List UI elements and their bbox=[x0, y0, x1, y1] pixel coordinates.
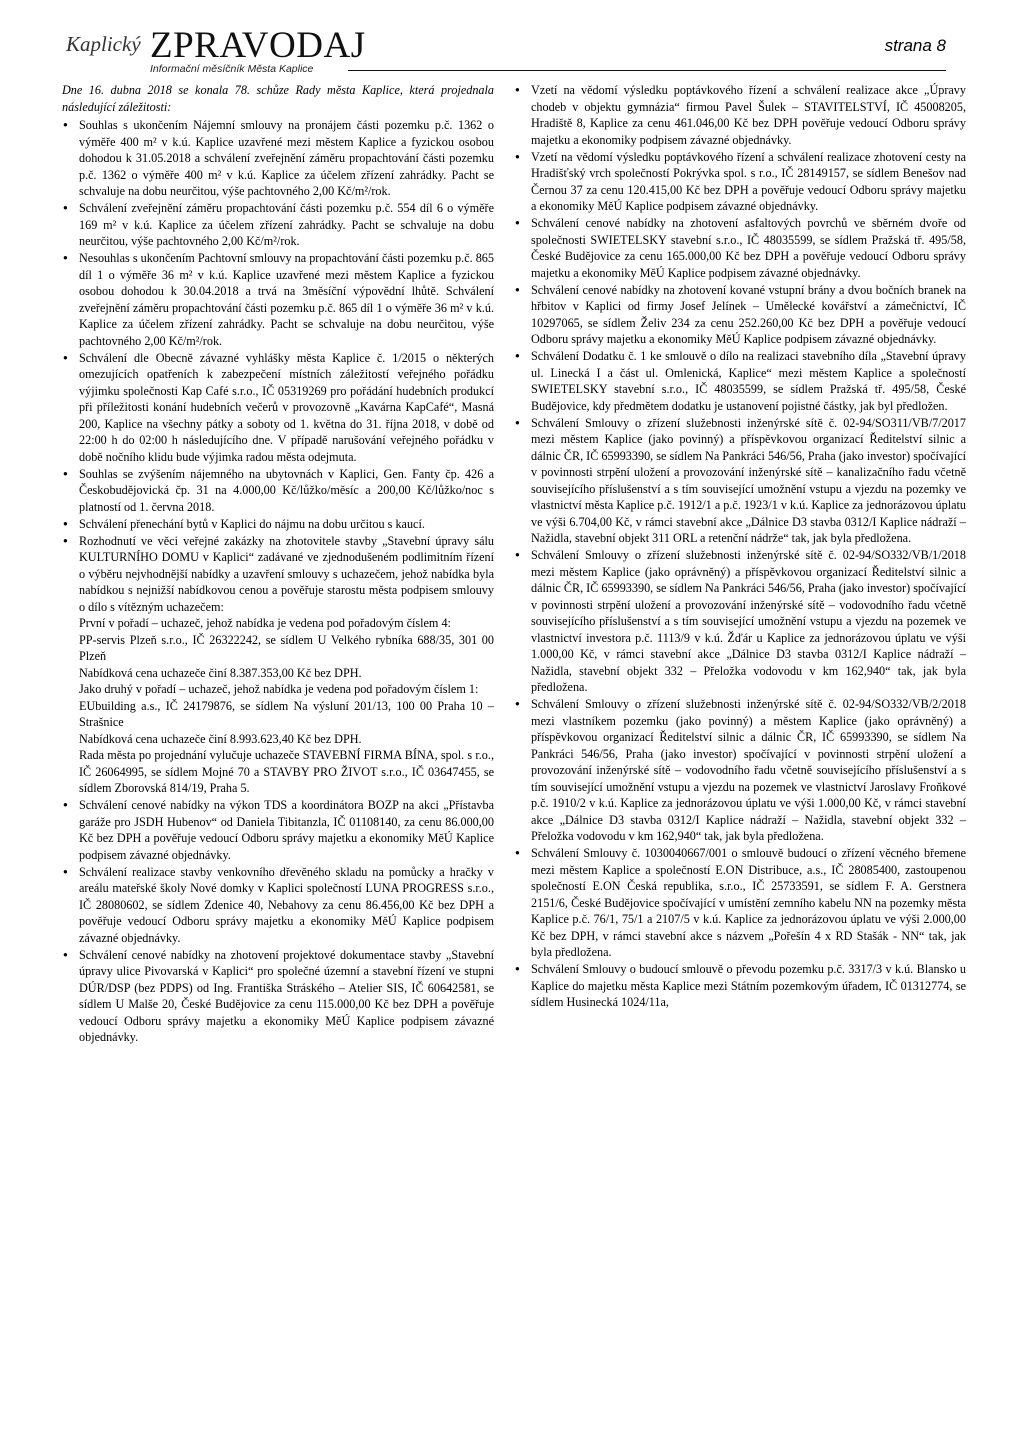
resolution-text: ● Rozhodnutí ve věci veřejné zakázky na zhotovitele stavby „Stavební úpravy sálu KULTURNÍHO DOMU v Kaplici“ zadávané ve zjednodušeném podlimitním řízení o výběru nejvhodnější nabídky a uzavření smlouvy s uchazečem, jehož nabídka byla nabídkou s nejnižší nabídkovou cenou a pověřuje starostu města podpisem smlouvy o dílo s vítězným uchazečem: bbox=[79, 533, 494, 614]
resolution-item: ● Schválení Smlouvy o zřízení služebnosti inženýrské sítě č. 02-94/SO332/VB/1/2018 mezi městem Kaplice (jako oprávněný) a příspěvkovou organizací Ředitelství silnic a dálnic ČR, IČ 65993390, se sídlem Na Pankráci 546/56, Praha (jako investor) spočívající v povinnosti strpění uložení a provozování inženýrské sítě – vodovodního řadu včetně souvisejícího příslušenství a s tím související umožnění vstupu a vjezdu na pozemek ve vlastnictví investora p.č. 1113/9 v k.ú. Žďár u Kaplice za jednorázovou úplatu ve výši 1.000,00 Kč, v rámci stavební akce „Dálnice D3 stavba 0312/I Kaplice nádraží – Nažidla, stavební objekt 332 – Přeložka vodovodu v km 162,940“ tak, jak byla předložena. bbox=[514, 547, 966, 696]
resolution-item: ● Vzetí na vědomí výsledku poptávkového řízení a schválení realizace akce „Úpravy chodeb v objektu gymnázia“ firmou Pavel Šulek – STAVITELSTVÍ, IČ 45008205, Hradiště 8, Kaplice za cenu 461.046,00 Kč bez DPH pověřuje vedoucí Odboru správy majetku a ekonomiky podpisem závazné objednávky. bbox=[514, 82, 966, 148]
resolution-item bbox=[62, 797, 494, 863]
resolution-text: ● Schválení zveřejnění záměru propachtování části pozemku p.č. 554 díl 6 o výměře 169 m² v k.ú. Kaplice za účelem zřízení zahrádky. Pacht se schvaluje na dobu neurčitou, výše pachtovného 2,00 Kč/m²/rok. bbox=[79, 201, 494, 248]
masthead bbox=[66, 24, 946, 80]
left-column bbox=[62, 82, 494, 1046]
resolution-item bbox=[62, 864, 494, 947]
resolution-text: ● Schválení realizace stavby venkovního dřevěného skladu na pomůcky a hračky v areálu mateřské školy Nové domky v Kaplici společností LUNA PROGRESS s.r.o., IČ 28080602, se sídlem Zdenice 40, Nebahovy za cenu 86.456,00 Kč bez DPH a pověřuje vedoucí Odboru správy majetku a ekonomiky MěÚ Kaplice podpisem závazné objednávky. bbox=[79, 864, 494, 945]
resolution-item: ● Schválení Smlouvy č. 1030040667/001 o smlouvě budoucí o zřízení věcného břemene mezi městem Kaplice a společností E.ON Distribuce, a.s., IČ 28085400, zastoupenou společností E.ON Česká republika, s.r.o., IČ 25733591, se sídlem F. A. Gerstnera 2151/6, České Budějovice spočívající v umístění zemního kabelu NN na pozemky města Kaplice p.č. 76/1, 75/1 a 2107/5 v k.ú. Kaplice za jednorázovou úplatu ve výši 2.000,00 Kč bez DPH, v rámci stavební akce s názvem „Pořešín 4 x RD Stašák - NN“ tak, jak byla předložena. bbox=[514, 845, 966, 961]
right-column bbox=[514, 82, 966, 1011]
resolution-text: ● Nesouhlas s ukončením Pachtovní smlouvy na propachtování části pozemku p.č. 865 díl 1 o výměře 36 m² v k.ú. Kaplice uzavřené mezi městem Kaplice a fyzickou osobou dohodou k 30.04.2018 a trvá na 3měsíční výpovědní lhůtě. Schválení zveřejnění záměru propachtování části pozemku p.č. 865 díl 1 o výměře 36 m² v k.ú. Kaplice za účelem zřízení zahrádky. Pacht se schvaluje na dobu neurčitou, výše pachtovného 2,00 Kč/m²/rok. bbox=[79, 251, 494, 348]
resolution-text: Nabídková cena uchazeče činí 8.993.623,40 Kč bez DPH. bbox=[79, 731, 362, 746]
resolution-text: Nabídková cena uchazeče činí 8.387.353,00 Kč bez DPH. bbox=[79, 665, 362, 680]
page-number: strana 8 bbox=[884, 36, 946, 55]
resolution-text: ● Schválení dle Obecně závazné vyhlášky města Kaplice č. 1/2015 o některých omezujících opatřeních k zabezpečení místních záležitostí veřejného pořádku výjimku společnosti Kap Café s.r.o., IČ 05319269 pro pořádání hudebních produkcí při příležitosti konání hudebních večerů v provozovně „Kavárna KapCafé“, Masná 200, Kaplice na všechny pátky a soboty od 1. května do 31. října 2018, v době od 22:00 h do 02:00 h následujícího dne. V případě narušování veřejného pořádku v době nočního klidu bude výjimka radou města odejmuta. bbox=[79, 350, 494, 464]
resolution-item bbox=[62, 200, 494, 250]
resolution-text: Rada města po projednání vylučuje uchazeče STAVEBNÍ FIRMA BÍNA, spol. s r.o., IČ 26064995, se sídlem Mojné 70 a STAVBY PRO ŽIVOT s.r.o., IČ 03647455, se sídlem Zborovská 814/19, Praha 5. bbox=[79, 748, 494, 795]
resolution-item bbox=[62, 466, 494, 516]
resolution-item: ● Schválení cenové nabídky na zhotovení kované vstupní brány a dvou bočních branek na hřbitov v Kaplici od firmy Josef Jelínek – Umělecké kovářství a zámečnictví, IČ 10297065, se sídlem Želiv 234 za cenu 252.260,00 Kč bez DPH a pověřuje vedoucí Odboru správy majetku a ekonomiky MěÚ Kaplice podpisem závazné objednávky. bbox=[514, 282, 966, 348]
resolution-text: Jako druhý v pořadí – uchazeč, jehož nabídka je vedena pod pořadovým číslem 1: bbox=[79, 682, 479, 696]
resolution-text: ● Schválení cenové nabídky na zhotovení projektové dokumentace stavby „Stavební úpravy ulice Pivovarská v Kaplici“ pro společné územní a stavební řízení ve stupni DÚR/DSP (bez PDPS) od Ing. Františka Stráského – Atelier SIS, IČ 60642581, se sídlem U Malše 20, České Budějovice za cenu 115.000,00 Kč bez DPH a pověřuje vedoucí Odboru správy majetku a ekonomiky MěÚ Kaplice podpisem závazné objednávky. bbox=[79, 947, 494, 1044]
resolution-item: ● Schválení Dodatku č. 1 ke smlouvě o dílo na realizaci stavebního díla „Stavební úpravy ul. Linecká I a část ul. Omlenická, Kaplice“ mezi městem Kaplice a společností SWIETELSKY stavební s.r.o., IČ 48035599, se sídlem Pražská tř. 495/58, České Budějovice, kdy předmětem dodatku je ustanovení pojistné částky, jak byl předložen. bbox=[514, 348, 966, 414]
masthead-title: ZPRAVODAJ bbox=[150, 25, 366, 66]
resolution-item: ● Vzetí na vědomí výsledku poptávkového řízení a schválení realizace zhotovení cesty na Hradišťský vrch společností Pokrývka spol. s r.o., IČ 28149157, se sídlem Benešov nad Černou 37 za cenu 120.415,00 Kč bez DPH a pověřuje vedoucí Odboru správy majetku a ekonomiky MěÚ Kaplice podpisem závazné objednávky. bbox=[514, 149, 966, 215]
resolution-item: ● Schválení Smlouvy o zřízení služebnosti inženýrské sítě č. 02-94/SO332/VB/2/2018 mezi vlastníkem pozemku (jako povinný) a městem Kaplice (jako oprávněný) a příspěvkovou organizací Ředitelství silnic a dálnic ČR, IČ 65993390, se sídlem Na Pankráci 546/56, Praha (jako investor) spočívající v povinnosti strpění uložení a provozování inženýrské sítě – vodovodního řadu včetně souvisejícího příslušenství a s tím související umožnění vstupu a vjezdu na pozemek ve vlastnictví Jaroslavy Froňkové p.č. 1910/2 v k.ú. Kaplice za jednorázovou úplatu ve výši 1.000,00 Kč, v rámci stavební akce „Dálnice D3 stavba 0312/I Kaplice nádraží – Nažidla, stavební objekt 332 – Přeložka vodovodu v km 162,940“ tak, jak byla předložena. bbox=[514, 696, 966, 845]
resolution-item: ● Schválení Smlouvy o budoucí smlouvě o převodu pozemku p.č. 3317/3 v k.ú. Blansko u Kaplice do majetku města Kaplice mezi Státním pozemkovým úřadem, IČ 01312774, se sídlem Husinecká 1024/11a, bbox=[514, 961, 966, 1011]
resolution-item bbox=[62, 350, 494, 466]
resolution-item bbox=[62, 533, 494, 797]
resolution-item: ● Schválení Smlouvy o zřízení služebnosti inženýrské sítě č. 02-94/SO311/VB/7/2017 mezi městem Kaplice (jako povinný) a příspěvkovou organizací Ředitelství silnic a dálnic ČR, IČ 65993390, se sídlem Na Pankráci 546/56, Praha (jako investor) spočívající v povinnosti strpění uložení a provozování inženýrské sítě – kanalizačního řadu včetně souvisejícího příslušenství a s tím související umožnění vstupu a vjezdu na pozemky ve vlastnictví města Kaplice p.č. 1912/1 a p.č. 1923/1 v k.ú. Kaplice za jednorázovou úplatu ve výši 6.704,00 Kč, v rámci stavební akce „Dálnice D3 stavba 0312/I Kaplice nádraží – Nažidla, stavební objekt 311 ORL a retenční nádrže“ tak, jak byla předložena. bbox=[514, 415, 966, 547]
left-resolution-list bbox=[62, 117, 494, 1046]
resolution-text: ● Souhlas s ukončením Nájemní smlouvy na pronájem části pozemku p.č. 1362 o výměře 400 m² v k.ú. Kaplice uzavřené mezi městem Kaplice a fyzickou osobou dohodou k 31.05.2018 a schválení zveřejnění záměru propachtování části pozemku p.č. 1362 o výměře 400 m² v k.ú. Kaplice za účelem zřízení zahrádky. Pacht se schvaluje na dobu neurčitou, výše pachtovného 2,00 Kč/m²/rok. bbox=[79, 118, 494, 198]
resolution-text: ● Souhlas se zvýšením nájemného na ubytovnách v Kaplici, Gen. Fanty čp. 426 a Českobudějovická čp. 31 na 4.000,00 Kč/lůžko/měsíc a 200,00 Kč/lůžko/noc s platností od 1. června 2018. bbox=[79, 466, 494, 514]
resolution-item bbox=[62, 250, 494, 349]
header-divider bbox=[348, 70, 946, 71]
resolution-item: ● Schválení cenové nabídky na zhotovení asfaltových povrchů ve sběrném dvoře od společnosti SWIETELSKY stavební s.r.o., IČ 48035599, se sídlem Pražská tř. 495/58, České Budějovice za cenu 165.000,00 Kč bez DPH a pověřuje vedoucí Odboru správy majetku a ekonomiky MěÚ Kaplice podpisem závazné objednávky. bbox=[514, 215, 966, 281]
right-resolution-list bbox=[514, 82, 966, 1011]
meeting-intro: Dne 16. dubna 2018 se konala 78. schůze Rady města Kaplice, která projednala následující záležitosti: bbox=[62, 83, 494, 114]
resolution-item bbox=[62, 117, 494, 200]
masthead-subtitle: Informační měsíčník Města Kaplice bbox=[150, 63, 314, 75]
masthead-brand: Kaplický bbox=[66, 32, 141, 56]
resolution-text: První v pořadí – uchazeč, jehož nabídka je vedena pod pořadovým číslem 4: bbox=[79, 616, 451, 630]
resolution-text: PP-servis Plzeň s.r.o., IČ 26322242, se sídlem U Velkého rybníka 688/35, 301 00 Plzeň bbox=[79, 632, 494, 663]
resolution-item bbox=[62, 947, 494, 1046]
resolution-text: ● Schválení cenové nabídky na výkon TDS a koordinátora BOZP na akci „Přístavba garáže pro JSDH Hubenov“ od Daniela Tibitanzla, IČ 01108140, za cenu 86.000,00 Kč bez DPH a pověřuje vedoucí Odboru správy majetku a ekonomiky MěÚ Kaplice podpisem závazné objednávky. bbox=[79, 798, 494, 862]
resolution-item bbox=[62, 516, 494, 533]
resolution-text: ● Schválení přenechání bytů v Kaplici do nájmu na dobu určitou s kaucí. bbox=[79, 516, 425, 531]
resolution-text: EUbuilding a.s., IČ 24179876, se sídlem Na výsluní 201/13, 100 00 Praha 10 – Strašnice bbox=[79, 698, 494, 729]
